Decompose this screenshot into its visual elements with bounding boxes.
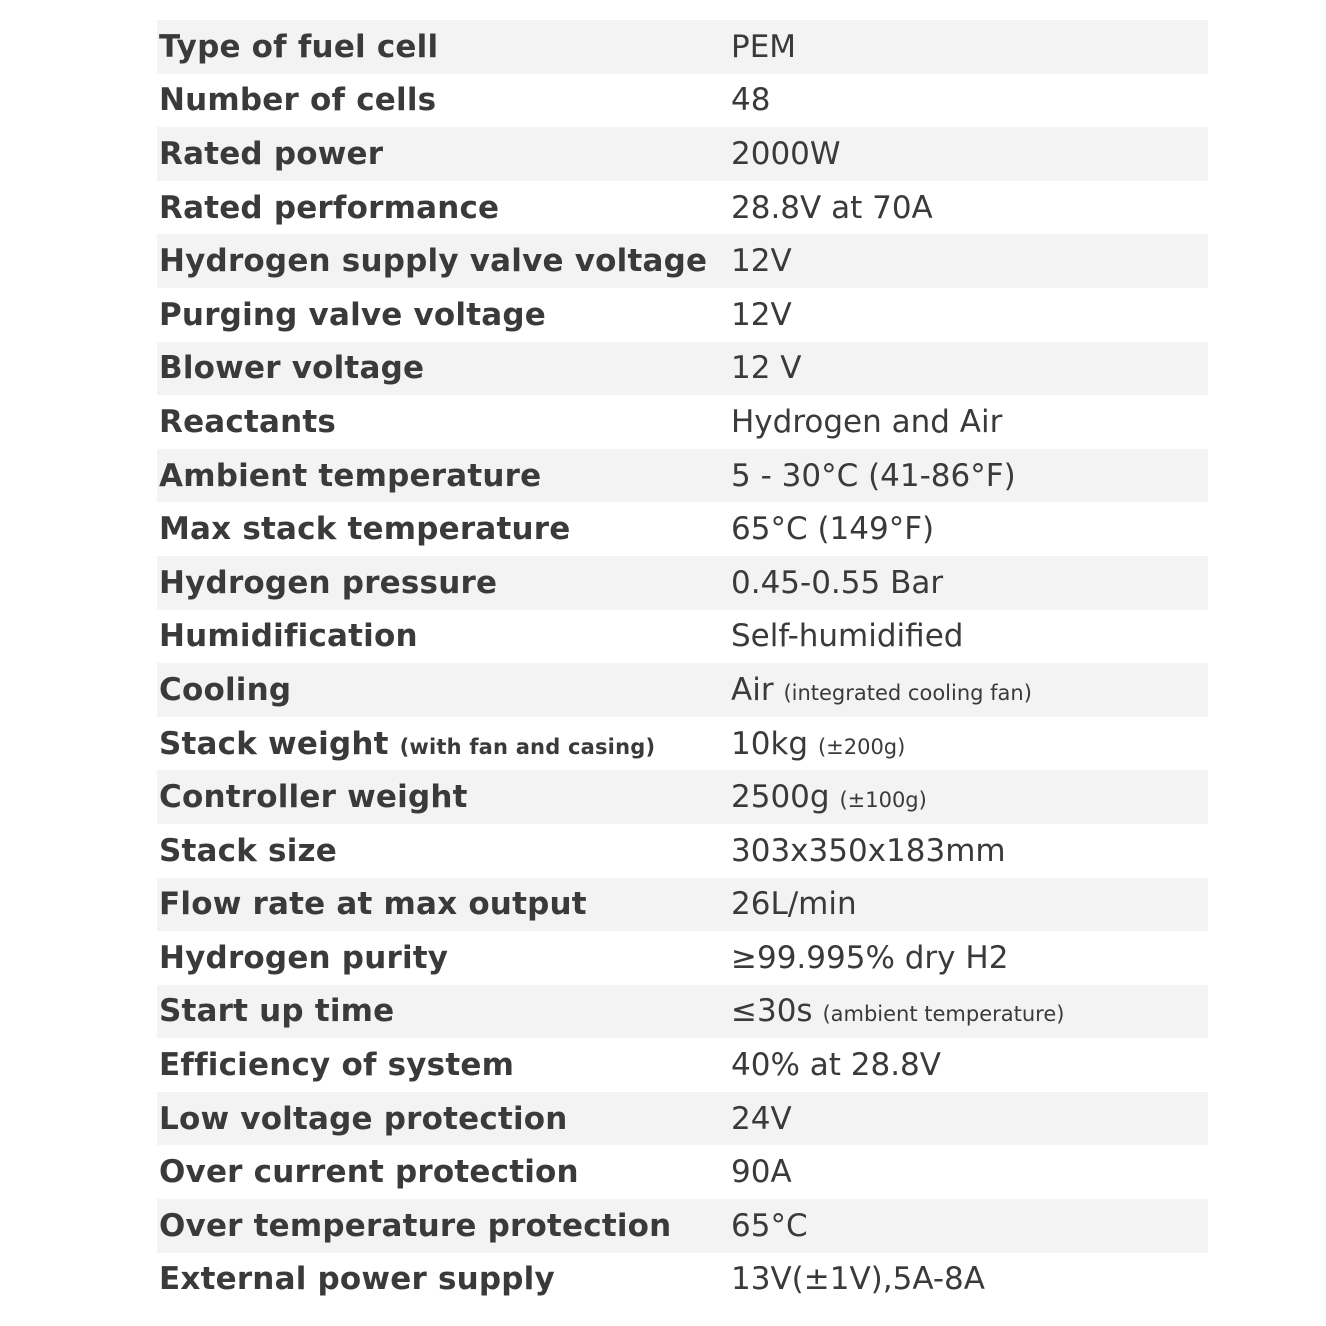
spec-row bbox=[157, 181, 1208, 235]
spec-row bbox=[157, 1038, 1208, 1092]
spec-value-text: 90A bbox=[731, 1154, 792, 1191]
spec-label bbox=[157, 136, 731, 172]
spec-label bbox=[157, 82, 731, 118]
spec-row bbox=[157, 288, 1208, 342]
spec-label-text: Stack size bbox=[159, 832, 337, 869]
spec-value-note: (ambient temperature) bbox=[822, 1002, 1065, 1027]
spec-value bbox=[731, 243, 1208, 279]
spec-value bbox=[731, 618, 1208, 654]
spec-label-text: Controller weight bbox=[159, 779, 468, 816]
spec-label-text: Cooling bbox=[159, 671, 292, 708]
spec-value-text: 303x350x183mm bbox=[731, 832, 1006, 869]
spec-value bbox=[731, 1101, 1208, 1137]
spec-row bbox=[157, 1145, 1208, 1199]
spec-label-text: Low voltage protection bbox=[159, 1100, 568, 1137]
spec-label bbox=[157, 190, 731, 226]
spec-value-text: Self-humidified bbox=[731, 618, 964, 655]
spec-value-text: 65°C (149°F) bbox=[731, 511, 935, 548]
spec-value bbox=[731, 886, 1208, 922]
spec-row bbox=[157, 931, 1208, 985]
spec-value bbox=[731, 672, 1208, 708]
spec-label-text: External power supply bbox=[159, 1261, 555, 1298]
spec-row bbox=[157, 985, 1208, 1039]
spec-label bbox=[157, 672, 731, 708]
spec-label-text: Rated performance bbox=[159, 189, 500, 226]
spec-value bbox=[731, 1047, 1208, 1083]
spec-value-text: 28.8V at 70A bbox=[731, 189, 933, 226]
spec-label-text: Stack weight bbox=[159, 725, 389, 762]
spec-row bbox=[157, 878, 1208, 932]
spec-value bbox=[731, 940, 1208, 976]
spec-label-text: Ambient temperature bbox=[159, 457, 542, 494]
spec-label bbox=[157, 1261, 731, 1297]
spec-value-text: Air bbox=[731, 671, 774, 708]
spec-table bbox=[157, 20, 1208, 1306]
spec-label bbox=[157, 29, 731, 65]
spec-value bbox=[731, 1208, 1208, 1244]
spec-value-text: 5 - 30°C (41-86°F) bbox=[731, 457, 1016, 494]
spec-row bbox=[157, 770, 1208, 824]
spec-row bbox=[157, 74, 1208, 128]
spec-value-note: (integrated cooling fan) bbox=[783, 680, 1032, 705]
spec-label bbox=[157, 940, 731, 976]
spec-label bbox=[157, 243, 731, 279]
spec-label-text: Rated power bbox=[159, 135, 384, 172]
spec-value-text: 12 V bbox=[731, 350, 802, 387]
spec-value bbox=[731, 82, 1208, 118]
spec-label-text: Type of fuel cell bbox=[159, 28, 439, 65]
spec-value-note: (±100g) bbox=[839, 788, 927, 813]
spec-row bbox=[157, 502, 1208, 556]
spec-value bbox=[731, 1261, 1208, 1297]
spec-row bbox=[157, 1199, 1208, 1253]
spec-label bbox=[157, 297, 731, 333]
spec-label bbox=[157, 458, 731, 494]
spec-label-text: Start up time bbox=[159, 993, 395, 1030]
spec-value-text: 65°C bbox=[731, 1207, 808, 1244]
spec-value bbox=[731, 297, 1208, 333]
spec-value bbox=[731, 136, 1208, 172]
spec-value-note: (±200g) bbox=[817, 734, 906, 759]
spec-value bbox=[731, 779, 1208, 815]
spec-value-text: PEM bbox=[731, 28, 797, 65]
spec-row bbox=[157, 1253, 1208, 1307]
spec-value-text: 26L/min bbox=[731, 886, 857, 923]
spec-label bbox=[157, 779, 731, 815]
spec-label-text: Hydrogen purity bbox=[159, 939, 449, 976]
spec-value bbox=[731, 29, 1208, 65]
spec-value-text: 40% at 28.8V bbox=[731, 1047, 941, 1084]
spec-value bbox=[731, 190, 1208, 226]
spec-row bbox=[157, 717, 1208, 771]
spec-label bbox=[157, 1101, 731, 1137]
spec-row bbox=[157, 1092, 1208, 1146]
spec-label-text: Reactants bbox=[159, 403, 337, 440]
spec-label-text: Over current protection bbox=[159, 1154, 579, 1191]
spec-label bbox=[157, 404, 731, 440]
spec-label bbox=[157, 511, 731, 547]
spec-label bbox=[157, 1047, 731, 1083]
spec-label-text: Efficiency of system bbox=[159, 1047, 515, 1084]
spec-value bbox=[731, 1154, 1208, 1190]
spec-value-text: ≥99.995% dry H2 bbox=[731, 939, 1009, 976]
spec-label-text: Blower voltage bbox=[159, 350, 425, 387]
spec-label bbox=[157, 350, 731, 386]
spec-row bbox=[157, 556, 1208, 610]
spec-value-text: 24V bbox=[731, 1100, 792, 1137]
spec-label bbox=[157, 1208, 731, 1244]
spec-label bbox=[157, 993, 731, 1029]
spec-label-text: Number of cells bbox=[159, 82, 437, 119]
spec-value bbox=[731, 350, 1208, 386]
spec-label-note: (with fan and casing) bbox=[399, 734, 656, 759]
spec-value-text: 2000W bbox=[731, 135, 841, 172]
spec-row bbox=[157, 20, 1208, 74]
spec-row bbox=[157, 663, 1208, 717]
spec-label-text: Humidification bbox=[159, 618, 418, 655]
spec-value-text: 48 bbox=[731, 82, 771, 119]
spec-label bbox=[157, 565, 731, 601]
spec-value bbox=[731, 833, 1208, 869]
spec-label bbox=[157, 833, 731, 869]
spec-row bbox=[157, 449, 1208, 503]
spec-label bbox=[157, 886, 731, 922]
spec-row bbox=[157, 395, 1208, 449]
spec-value bbox=[731, 993, 1208, 1029]
spec-value-text: 13V(±1V),5A-8A bbox=[731, 1261, 985, 1298]
spec-label-text: Purging valve voltage bbox=[159, 296, 547, 333]
spec-row bbox=[157, 234, 1208, 288]
spec-row bbox=[157, 610, 1208, 664]
spec-value-text: 12V bbox=[731, 243, 792, 280]
spec-label-text: Flow rate at max output bbox=[159, 886, 587, 923]
spec-value-text: 12V bbox=[731, 296, 792, 333]
spec-value-text: Hydrogen and Air bbox=[731, 403, 1003, 440]
spec-value bbox=[731, 726, 1208, 762]
spec-value bbox=[731, 565, 1208, 601]
spec-label-text: Max stack temperature bbox=[159, 511, 571, 548]
spec-label-text: Hydrogen pressure bbox=[159, 564, 498, 601]
spec-value bbox=[731, 511, 1208, 547]
spec-value-text: ≤30s bbox=[731, 993, 813, 1030]
spec-value-text: 10kg bbox=[731, 725, 809, 762]
spec-label bbox=[157, 618, 731, 654]
spec-row bbox=[157, 127, 1208, 181]
spec-label bbox=[157, 1154, 731, 1190]
spec-value bbox=[731, 458, 1208, 494]
spec-value bbox=[731, 404, 1208, 440]
spec-label bbox=[157, 726, 731, 762]
spec-value-text: 0.45-0.55 Bar bbox=[731, 564, 944, 601]
spec-row bbox=[157, 824, 1208, 878]
spec-row bbox=[157, 342, 1208, 396]
spec-value-text: 2500g bbox=[731, 779, 830, 816]
spec-label-text: Hydrogen supply valve voltage bbox=[159, 243, 708, 280]
spec-label-text: Over temperature protection bbox=[159, 1207, 672, 1244]
